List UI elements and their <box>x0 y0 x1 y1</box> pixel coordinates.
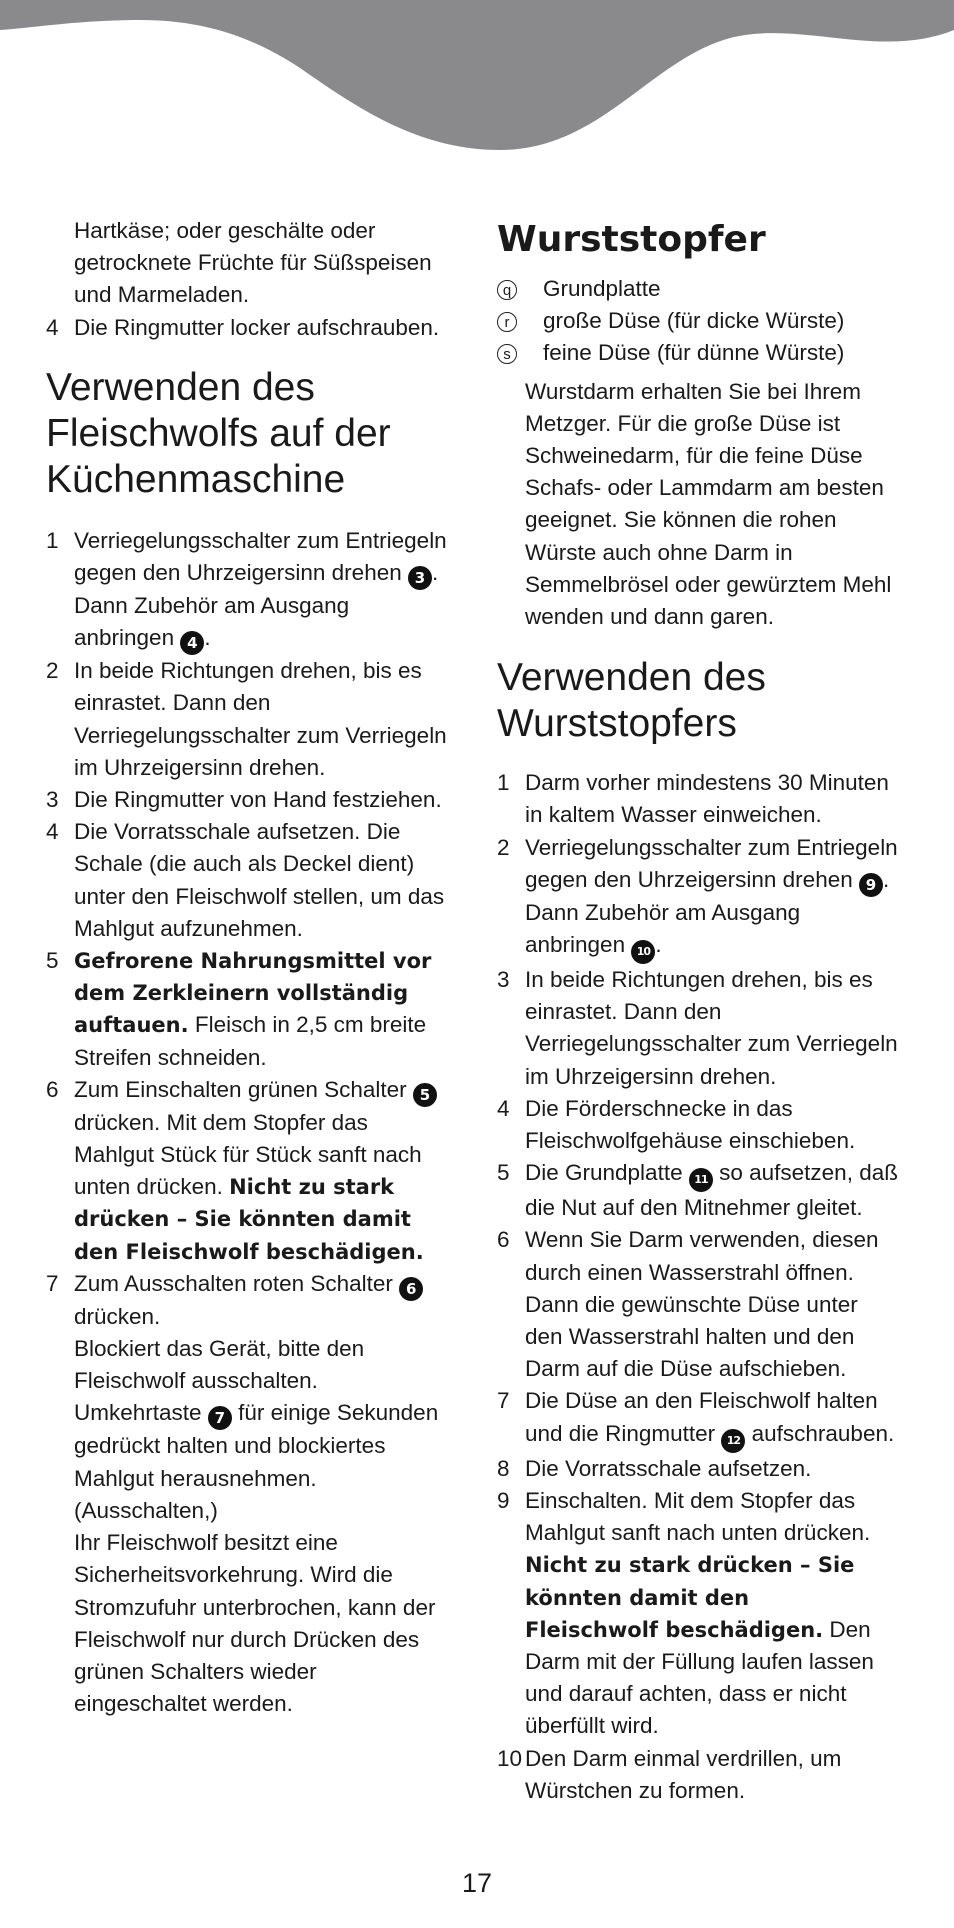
warning-text: Nicht zu stark drücken – Sie <box>525 1553 855 1578</box>
step-text: Streifen schneiden. <box>74 1044 267 1070</box>
step-text: Verriegelungsschalter zum Entriegeln <box>74 527 447 553</box>
step-text: einrastet. Dann den <box>74 690 271 716</box>
step-text: für einige Sekunden <box>231 1400 439 1426</box>
warning-text: könnten damit den <box>525 1585 750 1610</box>
legend-item <box>497 273 917 305</box>
step-text: drücken. <box>74 1303 161 1329</box>
list-item <box>497 1385 917 1452</box>
step-text: Darm auf die Düse aufschieben. <box>525 1356 847 1382</box>
legend-text: große Düse (für dicke Würste) <box>543 308 845 334</box>
intro-line: wenden und dann garen. <box>525 604 774 630</box>
list-item <box>497 1743 917 1807</box>
step-number: 2 <box>497 834 510 860</box>
step-number: 4 <box>497 1095 510 1121</box>
step-text: Einschalten. Mit dem Stopfer das <box>525 1487 856 1513</box>
heading-line: Verwenden des <box>46 365 315 409</box>
step-text: eingeschaltet werden. <box>74 1691 293 1717</box>
step-text: überfüllt wird. <box>525 1713 659 1739</box>
intro-line: Wurstdarm erhalten Sie bei Ihrem <box>525 378 861 404</box>
step-text: Darm vorher mindestens 30 Minuten <box>525 770 889 796</box>
list-item <box>46 784 466 816</box>
callout-badge: 7 <box>208 1406 232 1430</box>
step-text: Schale (die auch als Deckel dient) <box>74 851 415 877</box>
step-number: 8 <box>497 1455 510 1481</box>
step-text: Fleisch in 2,5 cm breite <box>188 1012 427 1038</box>
warning-text: Gefrorene Nahrungsmittel vor <box>74 949 432 974</box>
step-text: Dann Zubehör am Ausgang <box>74 593 350 619</box>
list-item <box>46 1268 466 1720</box>
intro-line: und Marmeladen. <box>74 282 250 308</box>
section-heading-wurststopfer <box>497 655 917 747</box>
intro-line: Schweinedarm, für die feine Düse <box>525 443 863 469</box>
step-number: 7 <box>497 1388 510 1414</box>
intro-line: geeignet. Sie können die rohen <box>525 507 837 533</box>
step-text: aufschrauben. <box>745 1420 895 1446</box>
step-text: Verriegelungsschalter zum Entriegeln <box>525 834 898 860</box>
list-item <box>497 964 917 1093</box>
step-text: Ihr Fleischwolf besitzt eine <box>74 1530 338 1556</box>
step-number: 7 <box>46 1270 59 1296</box>
step-text: drücken. Mit dem Stopfer das <box>74 1109 368 1135</box>
step-text: unter den Fleischwolf stellen, um das <box>74 883 445 909</box>
step-text: im Uhrzeigersinn drehen. <box>525 1063 777 1089</box>
step-text: durch einen Wasserstrahl öffnen. <box>525 1259 854 1285</box>
step-text: Fleischwolf ausschalten. <box>74 1368 318 1394</box>
step-number: 1 <box>497 770 510 796</box>
legend-text: Grundplatte <box>543 276 661 301</box>
intro-line: Schafs- oder Lammdarm am besten <box>525 475 884 501</box>
step-text: Die Grundplatte <box>525 1160 683 1186</box>
step-text: den Wasserstrahl halten und den <box>525 1324 855 1350</box>
heading-line: Küchenmaschine <box>46 457 346 501</box>
step-text: Wenn Sie Darm verwenden, diesen <box>525 1227 879 1253</box>
step-text: Mahlgut Stück für Stück sanft nach <box>74 1142 422 1168</box>
step-text: In beide Richtungen drehen, bis es <box>525 967 873 993</box>
step-text: Verriegelungsschalter zum Verriegeln <box>525 1031 898 1057</box>
step-text: Zum Ausschalten roten Schalter <box>74 1270 393 1296</box>
step-text: Die Vorratsschale aufsetzen. Die <box>74 819 401 845</box>
callout-badge: 11 <box>689 1168 713 1192</box>
section-title-wurststopfer: Wurststopfer <box>497 219 766 260</box>
warning-text: auftauen. <box>74 1013 189 1038</box>
step-text: Mahlgut herausnehmen. <box>74 1465 317 1491</box>
intro-paragraph <box>497 376 917 634</box>
step-text: Fleischwolf nur durch Drücken des <box>74 1626 420 1652</box>
warning-text: Fleischwolf beschädigen. <box>525 1617 824 1642</box>
step-text: Darm mit der Füllung laufen lassen <box>525 1648 874 1674</box>
step-text: anbringen <box>525 932 626 958</box>
left-column <box>46 215 466 1720</box>
step-text: anbringen <box>74 625 175 651</box>
step-text: Den Darm einmal verdrillen, um <box>525 1745 842 1771</box>
header-wave <box>0 0 954 160</box>
intro-line: Hartkäse; oder geschälte oder <box>74 218 376 243</box>
list-item <box>497 1453 917 1485</box>
step-number: 6 <box>497 1227 510 1253</box>
part-marker: r <box>497 312 517 332</box>
step-number: 3 <box>497 967 510 993</box>
callout-badge: 10 <box>631 940 655 964</box>
callout-badge: 12 <box>721 1429 745 1453</box>
warning-text: drücken – Sie könnten damit <box>74 1207 411 1232</box>
part-marker: s <box>497 344 517 364</box>
step-number: 9 <box>497 1487 510 1513</box>
step-text: in kaltem Wasser einweichen. <box>525 802 822 828</box>
step-number: 2 <box>46 658 59 684</box>
step-text: Mahlgut aufzunehmen. <box>74 915 303 941</box>
warning-text: dem Zerkleinern vollständig <box>74 981 409 1006</box>
page-number: 17 <box>461 1868 493 1898</box>
step-text: Die Vorratsschale aufsetzen. <box>525 1455 812 1481</box>
list-item <box>497 1485 917 1743</box>
list-item <box>46 1074 466 1268</box>
step-text: Sicherheitsvorkehrung. Wird die <box>74 1562 393 1588</box>
step-text: gegen den Uhrzeigersinn drehen <box>74 560 402 586</box>
step-text: und die Ringmutter <box>525 1420 716 1446</box>
heading-line: Verwenden des <box>497 656 766 700</box>
step-text: Die Ringmutter locker aufschrauben. <box>74 314 440 340</box>
callout-badge: 9 <box>859 873 883 897</box>
step-text: Dann die gewünschte Düse unter <box>525 1291 858 1317</box>
list-item <box>497 1157 917 1224</box>
step-text: grünen Schalters wieder <box>74 1658 317 1684</box>
list-item <box>497 1093 917 1157</box>
step-text: einrastet. Dann den <box>525 999 722 1025</box>
list-item <box>46 655 466 784</box>
legend-text: feine Düse (für dünne Würste) <box>543 340 845 366</box>
step-number: 10 <box>497 1745 523 1771</box>
callout-badge: 5 <box>413 1083 437 1107</box>
callout-badge: 6 <box>399 1277 423 1301</box>
list-item <box>497 1224 917 1385</box>
step-text: In beide Richtungen drehen, bis es <box>74 658 422 684</box>
heading-line: Fleischwolfs auf der <box>46 411 391 455</box>
step-text: gegen den Uhrzeigersinn drehen <box>525 866 853 892</box>
step-text: Würstchen zu formen. <box>525 1777 746 1803</box>
right-column <box>497 215 917 1807</box>
step-text: Die Düse an den Fleischwolf halten <box>525 1388 878 1414</box>
step-text: Stromzufuhr unterbrochen, kann der <box>74 1594 436 1620</box>
section-heading-fleischwolf <box>46 365 466 503</box>
step-text: im Uhrzeigersinn drehen. <box>74 754 326 780</box>
step-text: gedrückt halten und blockiertes <box>74 1433 386 1459</box>
callout-badge: 4 <box>180 631 204 655</box>
step-text: Fleischwolfgehäuse einschieben. <box>525 1128 856 1154</box>
heading-line: Wurststopfers <box>497 702 737 746</box>
step-text: Blockiert das Gerät, bitte den <box>74 1336 365 1362</box>
callout-badge: 3 <box>408 566 432 590</box>
step-number: 3 <box>46 787 59 813</box>
intro-line: getrocknete Früchte für Süßspeisen <box>74 250 432 276</box>
legend-item <box>497 337 917 369</box>
list-item <box>497 767 917 831</box>
warning-text: den Fleischwolf beschädigen. <box>74 1239 424 1264</box>
step-number: 5 <box>497 1160 510 1186</box>
intro-line: Metzger. Für die große Düse ist <box>525 410 841 436</box>
step-text: die Nut auf den Mitnehmer gleitet. <box>525 1195 863 1221</box>
step-text: Umkehrtaste <box>74 1400 202 1426</box>
step-number: 4 <box>46 819 59 845</box>
part-marker: q <box>497 280 517 300</box>
step-text: Die Förderschnecke in das <box>525 1095 793 1121</box>
step-text: Die Ringmutter von Hand festziehen. <box>74 787 442 813</box>
step-text: Dann Zubehör am Ausgang <box>525 899 801 925</box>
step-text: so aufsetzen, daß <box>712 1160 898 1186</box>
step-text: Mahlgut sanft nach unten drücken. <box>525 1520 871 1546</box>
list-item <box>46 945 466 1074</box>
step-number: 4 <box>46 314 59 340</box>
step-text: Den <box>823 1616 871 1642</box>
warning-text: Nicht zu stark <box>229 1175 395 1200</box>
step-text: (Ausschalten,) <box>74 1497 218 1523</box>
step-text: und darauf achten, dass er nicht <box>525 1681 847 1707</box>
step-text: Zum Einschalten grünen Schalter <box>74 1076 407 1102</box>
list-item: 2 Verriegelungsschalter zum Entriegeln gegen den Uhrzeigersinn drehen 9 . Dann Zubehör am Ausgang anbringen 10 . <box>497 832 917 964</box>
step-text: Verriegelungsschalter zum Verriegeln <box>74 722 447 748</box>
list-item <box>46 816 466 945</box>
step-number: 6 <box>46 1076 59 1102</box>
step-number: 5 <box>46 948 59 974</box>
intro-line: Semmelbrösel oder gewürztem Mehl <box>525 571 892 597</box>
step-text: unten drücken. <box>74 1174 230 1200</box>
step-number: 1 <box>46 527 59 553</box>
list-item: 1 Verriegelungsschalter zum Entriegeln gegen den Uhrzeigersinn drehen 3 . Dann Zubehör am Ausgang anbringen 4 . <box>46 525 466 655</box>
legend-item <box>497 305 917 337</box>
intro-line: Würste auch ohne Darm in <box>525 539 793 565</box>
list-item <box>46 312 466 344</box>
